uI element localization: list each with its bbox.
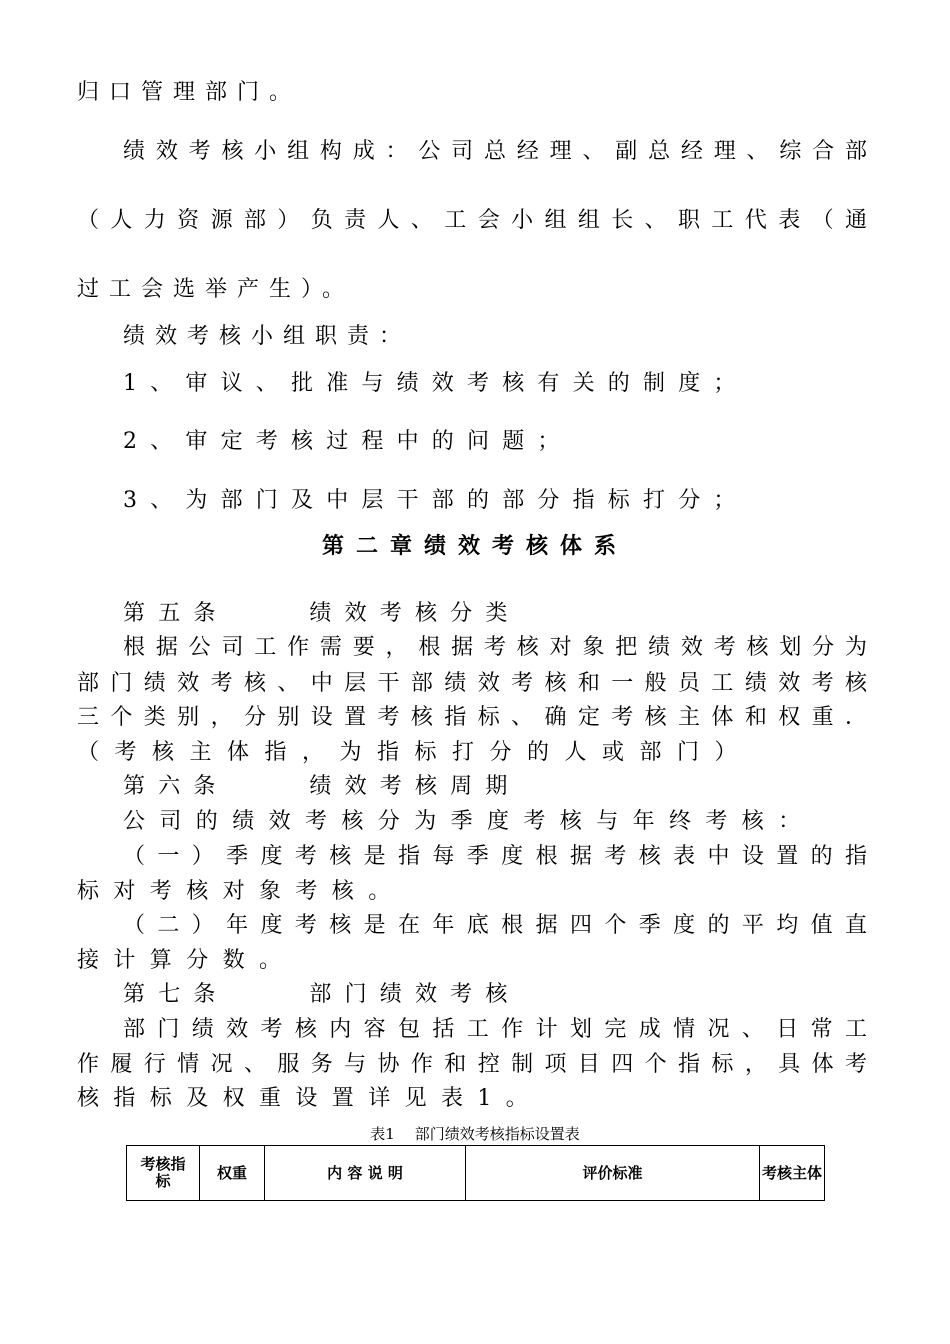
paragraph-line: 核指标及权重设置详见表1。 [77, 1086, 543, 1111]
table-caption [0, 1124, 950, 1144]
text-line: 绩效考核小组构成：公司总经理、副总经理、综合部 [123, 139, 867, 164]
table-header-row [127, 1146, 825, 1201]
paragraph-line: 标对考核对象考核。 [77, 879, 405, 904]
text-line: （人力资源部）负责人、工会小组组长、职工代表（通 [77, 208, 867, 233]
paragraph-line: 根据公司工作需要，根据考核对象把绩效考核划分为 [123, 635, 867, 660]
text-line: 绩效考核小组职责： [123, 324, 412, 349]
article-title: 第六条 绩效考核周期 [123, 774, 521, 799]
paragraph-line: 部门绩效考核、中层干部绩效考核和一般员工绩效考核 [77, 671, 867, 696]
paragraph-line: （考核主体指，为指标打分的人或部门） [77, 740, 753, 765]
article-title: 第七条 部门绩效考核 [123, 982, 521, 1007]
header-weight: 权重 [200, 1146, 265, 1201]
paragraph-line: 三个类别，分别设置考核指标、确定考核主体和权重． [77, 705, 867, 730]
text-line: 过工会选举产生）。 [77, 277, 355, 302]
article-title: 第五条 绩效考核分类 [123, 601, 521, 626]
list-item: 1、审议、批准与绩效考核有关的制度； [123, 371, 749, 396]
header-subject: 考核主体 [760, 1146, 825, 1201]
paragraph-line: 接计算分数。 [77, 948, 296, 973]
paragraph-line: 部门绩效考核内容包括工作计划完成情况、日常工 [123, 1017, 867, 1042]
table-caption-title: 部门绩效考核指标设置表 [414, 1125, 580, 1143]
header-criteria: 评价标准 [466, 1146, 760, 1201]
paragraph-line: 公司的绩效考核分为季度考核与年终考核： [123, 809, 815, 834]
list-item: 3、为部门及中层干部的部分指标打分； [123, 488, 749, 513]
text-line: 归口管理部门。 [77, 80, 302, 105]
paragraph-line: （二）年度考核是在年底根据四个季度的平均值直 [123, 913, 867, 938]
paragraph-line: 作履行情况、服务与协作和控制项目四个指标，具体考 [77, 1052, 867, 1077]
indicator-table [126, 1145, 825, 1201]
header-content: 内 容 说 明 [265, 1146, 466, 1201]
paragraph-line: （一）季度考核是指每季度根据考核表中设置的指 [123, 844, 867, 869]
table-caption-number: 表1 [370, 1125, 395, 1143]
header-indicator: 考核指标 [127, 1146, 200, 1201]
chapter-heading: 第二章绩效考核体系 [321, 534, 628, 559]
list-item: 2、审定考核过程中的问题； [123, 429, 573, 454]
